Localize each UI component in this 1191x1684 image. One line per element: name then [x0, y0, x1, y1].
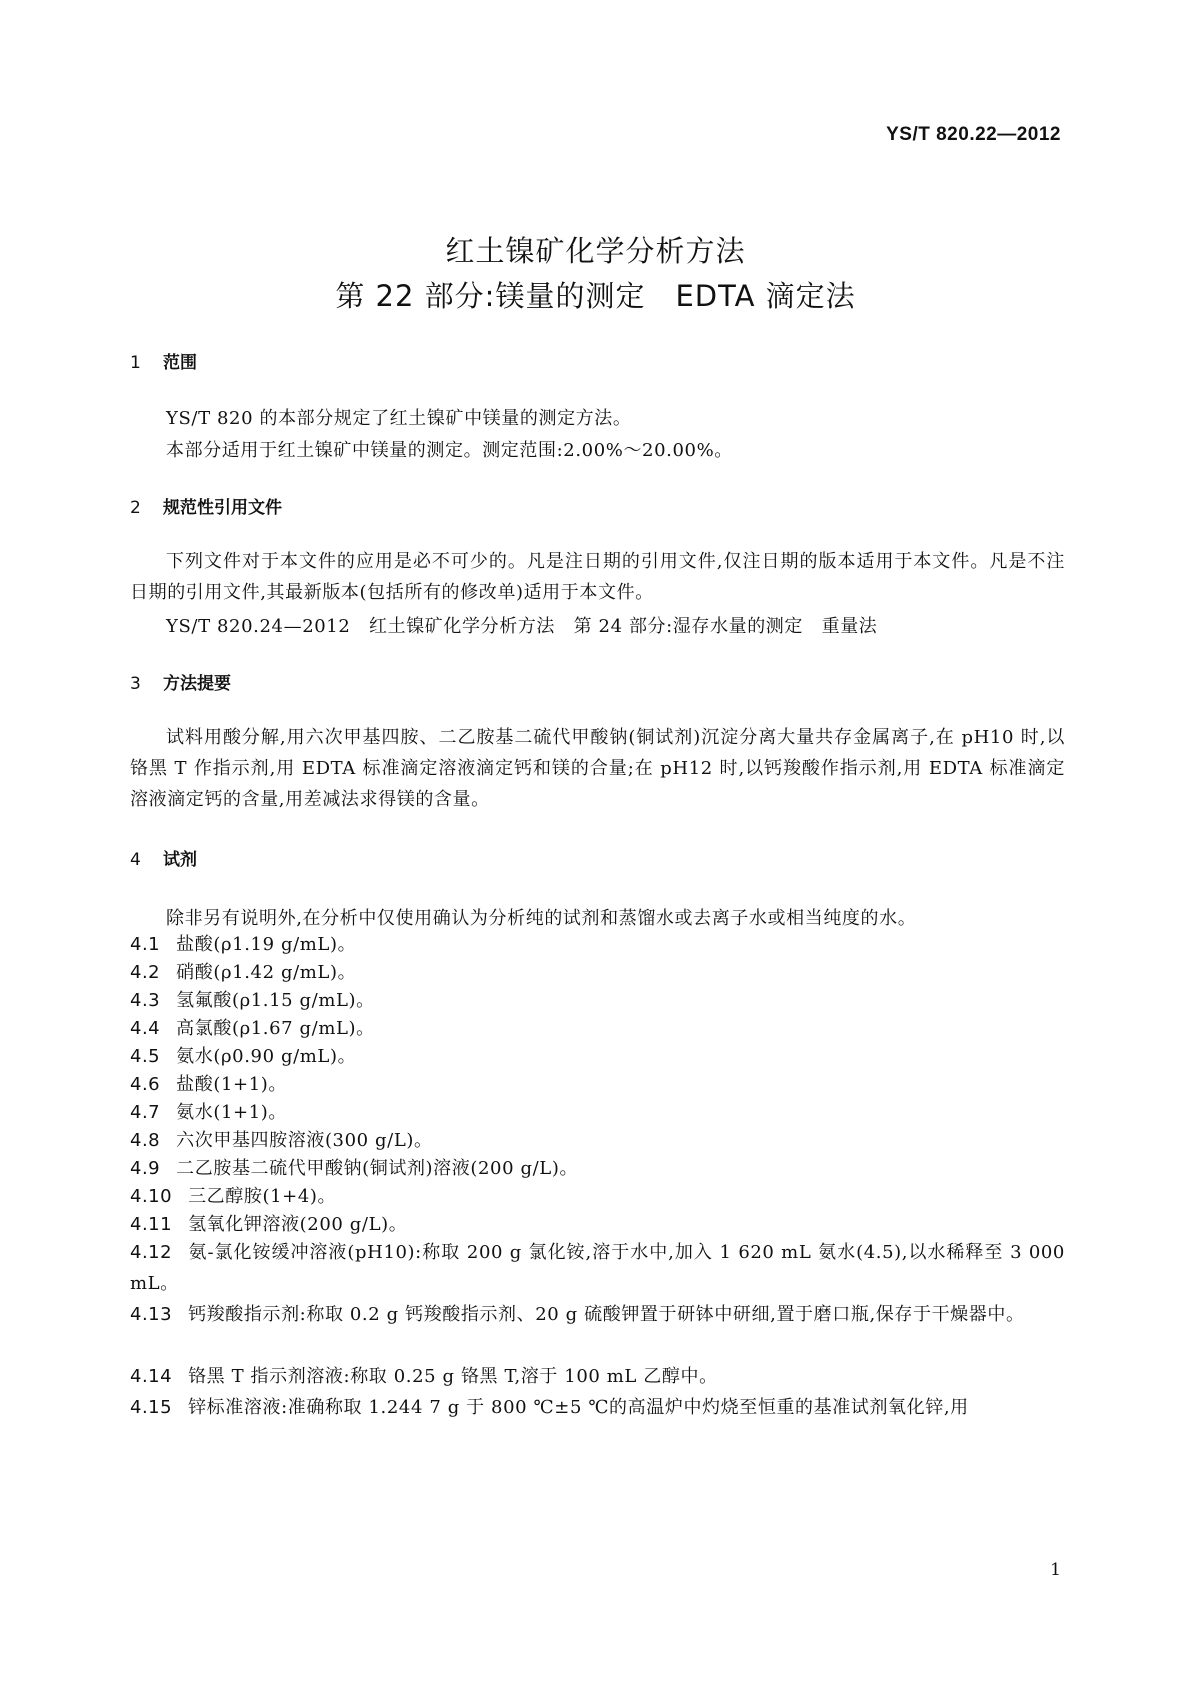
item-number: 4.8	[130, 1130, 161, 1151]
section-title: 范围	[163, 353, 197, 373]
list-item	[130, 1392, 1065, 1423]
item-text: 氨水(1+1)。	[176, 1102, 287, 1123]
list-item	[130, 1153, 1065, 1184]
item-number: 4.4	[130, 1018, 161, 1039]
item-text: 六次甲基四胺溶液(300 g/L)。	[176, 1130, 433, 1151]
item-text: 氢氧化钾溶液(200 g/L)。	[188, 1214, 408, 1235]
item-text: 硝酸(ρ1.42 g/mL)。	[176, 962, 357, 983]
item-number: 4.10	[130, 1186, 173, 1207]
section-number: 2	[130, 498, 141, 518]
section-title: 规范性引用文件	[163, 498, 282, 518]
list-item	[130, 1181, 1065, 1212]
item-number: 4.6	[130, 1074, 161, 1095]
paragraph: YS/T 820 的本部分规定了红土镍矿中镁量的测定方法。	[166, 408, 632, 429]
list-item	[130, 985, 1065, 1016]
list-item	[130, 1299, 1065, 1330]
section-title: 试剂	[163, 850, 197, 870]
list-item	[130, 1237, 1065, 1299]
item-number: 4.12	[130, 1242, 173, 1263]
section-heading-normative-references	[130, 493, 282, 518]
list-item	[130, 1361, 1065, 1392]
item-text: 钙羧酸指示剂:称取 0.2 g 钙羧酸指示剂、20 g 硫酸钾置于研钵中研细,置于磨口瓶,保存于干燥器中。	[188, 1304, 1025, 1325]
page-number: 1	[1050, 1560, 1061, 1580]
list-item	[130, 1209, 1065, 1240]
list-item	[130, 957, 1065, 988]
list-item	[130, 1125, 1065, 1156]
item-number: 4.9	[130, 1158, 161, 1179]
section-title: 方法提要	[163, 674, 231, 694]
standard-code: YS/T 820.22—2012	[886, 124, 1061, 145]
section-number: 3	[130, 674, 141, 694]
item-text: 二乙胺基二硫代甲酸钠(铜试剂)溶液(200 g/L)。	[176, 1158, 579, 1179]
item-number: 4.15	[130, 1397, 173, 1418]
item-number: 4.5	[130, 1046, 161, 1067]
item-number: 4.11	[130, 1214, 173, 1235]
item-text: 铬黑 T 指示剂溶液:称取 0.25 g 铬黑 T,溶于 100 mL 乙醇中。	[188, 1366, 718, 1387]
item-number: 4.2	[130, 962, 161, 983]
paragraph: 下列文件对于本文件的应用是必不可少的。凡是注日期的引用文件,仅注日期的版本适用于本文件。凡是不注日期的引用文件,其最新版本(包括所有的修改单)适用于本文件。	[130, 551, 1065, 603]
item-text: 氨-氯化铵缓冲溶液(pH10):称取 200 g 氯化铵,溶于水中,加入 1 620 mL 氨水(4.5),以水稀释至 3 000 mL。	[130, 1242, 1065, 1294]
reference-entry: YS/T 820.24—2012 红土镍矿化学分析方法 第 24 部分:湿存水量的测定 重量法	[166, 616, 878, 637]
document-title: 红土镍矿化学分析方法	[445, 234, 746, 268]
list-item	[130, 1069, 1065, 1100]
item-text: 锌标准溶液:准确称取 1.244 7 g 于 800 ℃±5 ℃的高温炉中灼烧至恒重的基准试剂氧化锌,用	[188, 1397, 969, 1418]
section-number: 1	[130, 353, 141, 373]
section-heading-reagents	[130, 845, 197, 870]
item-text: 三乙醇胺(1+4)。	[188, 1186, 337, 1207]
paragraph: 本部分适用于红土镍矿中镁量的测定。测定范围:2.00%～20.00%。	[166, 440, 733, 461]
list-item	[130, 1013, 1065, 1044]
list-item	[130, 1041, 1065, 1072]
item-text: 高氯酸(ρ1.67 g/mL)。	[176, 1018, 375, 1039]
section-heading-scope	[130, 348, 197, 373]
item-text: 氨水(ρ0.90 g/mL)。	[176, 1046, 357, 1067]
list-item	[130, 929, 1065, 960]
item-number: 4.1	[130, 934, 161, 955]
paragraph: 试料用酸分解,用六次甲基四胺、二乙胺基二硫代甲酸钠(铜试剂)沉淀分离大量共存金属离子,在 pH10 时,以铬黑 T 作指示剂,用 EDTA 标准滴定溶液滴定钙和镁的合量;在 pH12 时,以钙羧酸作指示剂,用 EDTA 标准滴定溶液滴定钙的含量,用差减法求得镁的含量。	[130, 727, 1065, 810]
item-text: 氢氟酸(ρ1.15 g/mL)。	[176, 990, 375, 1011]
item-number: 4.3	[130, 990, 161, 1011]
list-item	[130, 1097, 1065, 1128]
document-subtitle: 第 22 部分:镁量的测定 EDTA 滴定法	[335, 279, 856, 313]
item-number: 4.7	[130, 1102, 161, 1123]
item-number: 4.13	[130, 1304, 173, 1325]
paragraph: 除非另有说明外,在分析中仅使用确认为分析纯的试剂和蒸馏水或去离子水或相当纯度的水。	[166, 908, 917, 929]
item-number: 4.14	[130, 1366, 173, 1387]
item-text: 盐酸(1+1)。	[176, 1074, 287, 1095]
section-number: 4	[130, 850, 141, 870]
section-heading-method-summary	[130, 669, 231, 694]
item-text: 盐酸(ρ1.19 g/mL)。	[176, 934, 357, 955]
